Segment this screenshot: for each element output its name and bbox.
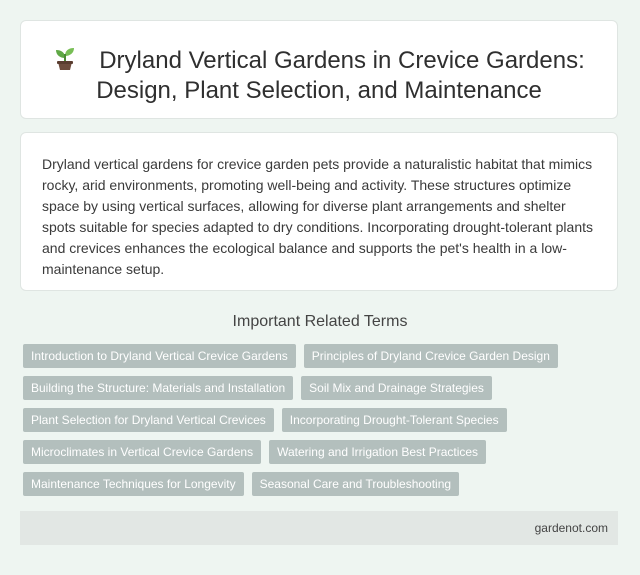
title-line-2: Design, Plant Selection, and Maintenance [96,77,542,104]
related-term-tag[interactable]: Microclimates in Vertical Crevice Gardens [23,440,261,464]
related-term-tag[interactable]: Watering and Irrigation Best Practices [269,440,486,464]
related-term-tag[interactable]: Soil Mix and Drainage Strategies [301,376,492,400]
footer-site-link[interactable]: gardenot.com [534,521,608,535]
related-term-tag[interactable]: Principles of Dryland Crevice Garden Design [304,344,558,368]
related-term-tag[interactable]: Introduction to Dryland Vertical Crevice Gardens [23,344,296,368]
sprout-icon [53,45,77,71]
related-terms-list [23,344,613,496]
title-card [20,20,618,119]
footer [20,511,618,545]
page-title-line-2 [21,76,617,106]
page-title [21,45,617,106]
description-text: Dryland vertical gardens for crevice garden pets provide a naturalistic habitat that mimics rocky, arid environments, promoting well-being and activity. These structures optimize space by using vertical surfaces, allowing for diverse plant arrangements and shelter spots suitable for species adapted to dry conditions. Incorporating drought-tolerant plants and crevices enhances the ecological balance and supports the pet's health in a low-maintenance setup. [42,156,593,277]
related-term-tag[interactable]: Building the Structure: Materials and Installation [23,376,293,400]
related-term-tag[interactable]: Maintenance Techniques for Longevity [23,472,244,496]
related-terms-heading: Important Related Terms [232,313,408,330]
title-line-1: Dryland Vertical Gardens in Crevice Gardens: [99,47,585,74]
related-term-tag[interactable]: Plant Selection for Dryland Vertical Crevices [23,408,274,432]
related-term-tag[interactable]: Incorporating Drought-Tolerant Species [282,408,507,432]
related-term-tag[interactable]: Seasonal Care and Troubleshooting [252,472,459,496]
page-title-line-1 [21,45,617,76]
description-card [20,132,618,291]
